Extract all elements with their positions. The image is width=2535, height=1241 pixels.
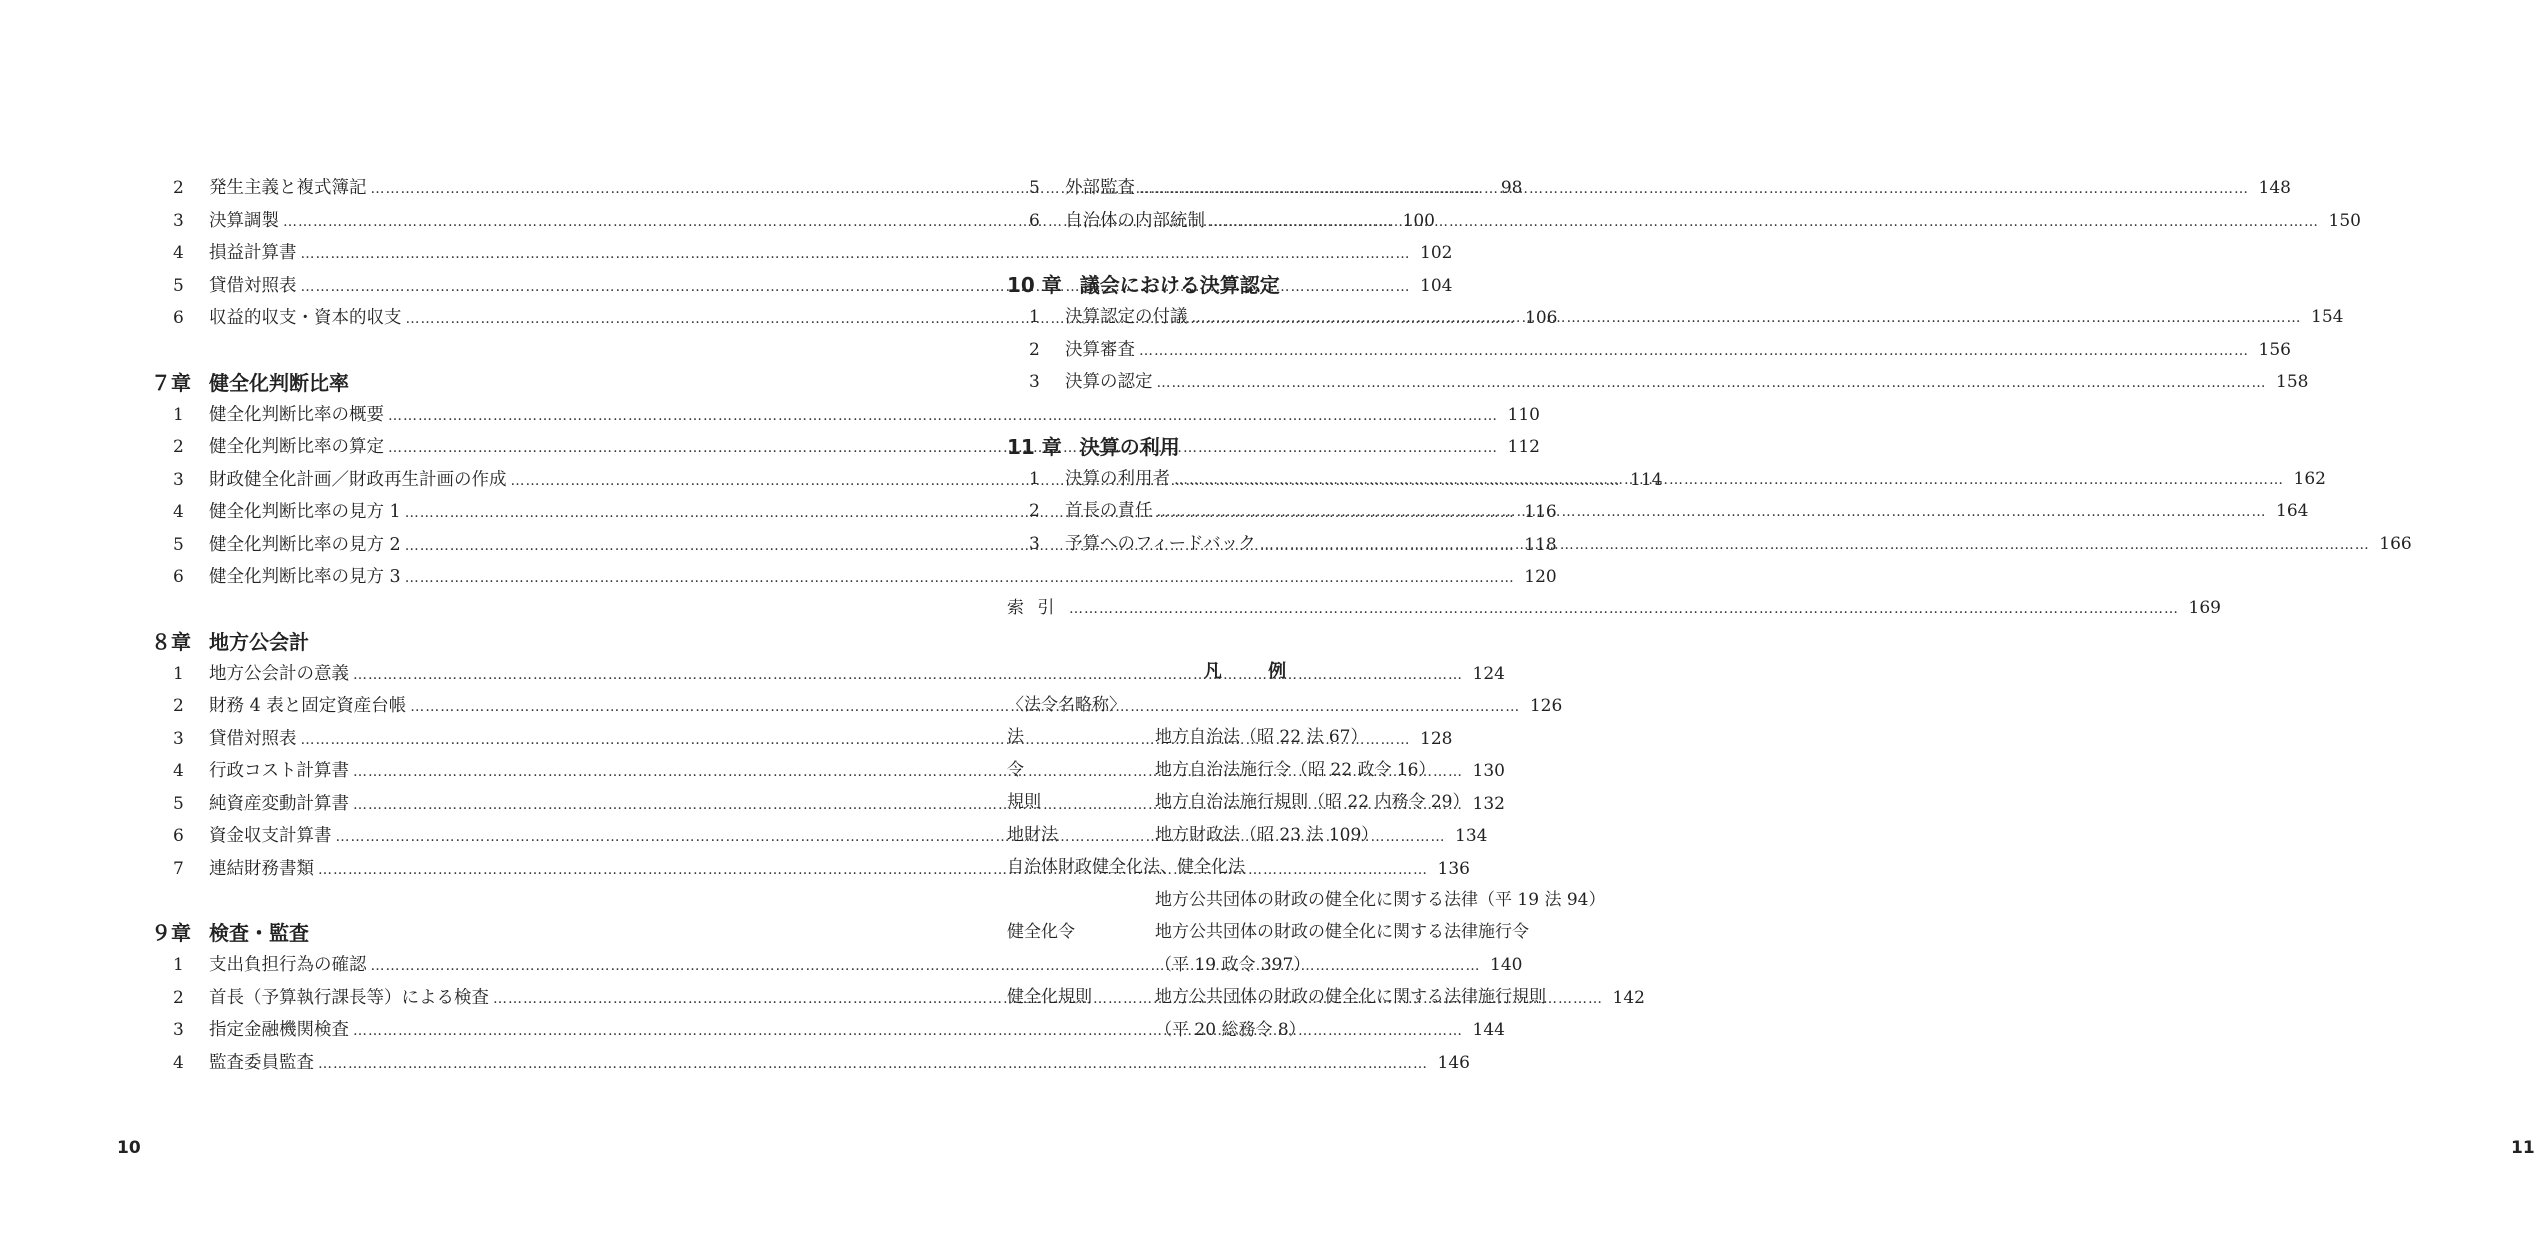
entry-title: 連結財務書類 (209, 858, 314, 879)
entry-number: 5 (173, 534, 184, 555)
entry-number: 1 (173, 955, 184, 975)
entry-number: 3 (173, 728, 184, 749)
entry-title: 健全化判断比率の概要 (209, 404, 384, 425)
legend-abbreviation: 令 (1007, 759, 1024, 780)
entry-number: 4 (173, 761, 184, 781)
chapter-heading-9 (151, 917, 756, 949)
entry-title: 純資産変動計算書 (209, 793, 349, 814)
toc-entry-index[interactable] (1007, 592, 2221, 625)
chapter-title: 検査・監査 (209, 921, 309, 945)
chapter-title: 健全化判断比率 (209, 370, 349, 395)
entry-title: 指定金融機関検査 (209, 1020, 349, 1040)
chapter-heading-8 (151, 626, 756, 658)
entry-title: 決算の利用者 (1065, 468, 1170, 489)
entry-number: 5 (173, 275, 184, 296)
entry-title: 資金収支計算書 (209, 826, 332, 846)
legend-full-name: 地方公共団体の財政の健全化に関する法律施行令 (1155, 922, 1529, 942)
legend-full-name: （平 20 総務令 8） (1155, 1019, 1306, 1040)
legend-row (1007, 786, 1503, 819)
entry-number: 3 (1029, 533, 1040, 554)
legend-full-name: 地方公共団体の財政の健全化に関する法律（平 19 法 94） (1155, 889, 1606, 910)
entry-title: 外部監査 (1065, 178, 1135, 198)
entry-page: 118 (1524, 534, 1557, 555)
legend-abbreviation (1007, 949, 1155, 982)
entry-page: 132 (1472, 793, 1505, 814)
legend-abbreviation: 法 (1007, 727, 1024, 747)
entry-number: 6 (173, 567, 184, 587)
toc-entry[interactable] (1007, 205, 2361, 238)
entry-number: 2 (1029, 339, 1040, 360)
entry-title: 貸借対照表 (209, 728, 297, 749)
entry-page: 148 (2258, 178, 2291, 198)
entry-page: 124 (1472, 663, 1505, 684)
entry-title: 首長の責任 (1065, 501, 1153, 521)
leader-dots (1192, 302, 2302, 335)
index-label: 索 引 (1007, 598, 1059, 618)
legend-abbreviation (1007, 884, 1155, 917)
chapter-number: ７章 (151, 370, 191, 395)
legend-row (1007, 981, 1546, 1014)
entry-page: 130 (1472, 761, 1505, 781)
legend-full-name: 地方自治法施行令（昭 22 政令 16） (1155, 759, 1436, 780)
toc-entry[interactable] (151, 561, 1557, 594)
entry-number: 6 (173, 826, 184, 846)
entry-number: 2 (173, 437, 184, 457)
entry-number: 2 (173, 987, 184, 1008)
entry-title: 健全化判断比率の見方 1 (209, 502, 401, 522)
toc-entry[interactable] (151, 399, 1540, 432)
entry-title: 自治体の内部統制 (1065, 210, 1205, 231)
legend-row (1007, 721, 1503, 754)
entry-page: 158 (2276, 372, 2309, 392)
toc-entry[interactable] (151, 1047, 1470, 1080)
entry-title: 監査委員監査 (209, 1052, 314, 1073)
entry-page: 142 (1612, 987, 1645, 1008)
toc-entry[interactable] (151, 237, 1453, 270)
entry-number: 4 (173, 502, 184, 522)
entry-number: 3 (173, 210, 184, 231)
entry-page: 128 (1420, 728, 1453, 749)
entry-title: 貸借対照表 (209, 275, 297, 296)
entry-page: 104 (1420, 275, 1453, 296)
entry-page: 166 (2379, 533, 2412, 554)
leader-dots (1174, 464, 2284, 497)
legend-row (1007, 851, 1503, 884)
toc-entry[interactable] (1007, 366, 2309, 399)
entry-number: 1 (173, 404, 184, 425)
entry-title: 地方公会計の意義 (209, 663, 349, 684)
right-page (877, 0, 2535, 1241)
entry-title: 予算へのフィードバック (1065, 533, 1256, 554)
entry-number: 3 (173, 1020, 184, 1040)
entry-page: 116 (1524, 502, 1557, 522)
page-number: 11 (2511, 1138, 2535, 1158)
legend-title: 凡 例 (1203, 660, 1307, 682)
legend-subtitle: 〈法令名略称〉 (1007, 694, 1126, 715)
entry-page: 162 (2293, 468, 2326, 489)
entry-title: 健全化判断比率の算定 (209, 437, 384, 457)
legend-abbreviation: 健全化令 (1007, 922, 1075, 942)
entry-page: 114 (1630, 469, 1663, 490)
chapter-number: ９章 (151, 921, 191, 945)
entry-page: 144 (1472, 1020, 1505, 1040)
entry-page: 100 (1402, 210, 1435, 231)
legend-row (1007, 884, 1606, 917)
entry-page: 106 (1525, 308, 1558, 328)
entry-title: 支出負担行為の確認 (209, 955, 367, 975)
entry-page: 102 (1420, 243, 1453, 263)
entry-number: 2 (1029, 501, 1040, 521)
leader-dots (1139, 173, 2249, 206)
legend-full-name: 地方自治法（昭 22 法 67） (1155, 727, 1368, 747)
leader-dots (1260, 529, 2370, 562)
chapter-title: 議会における決算認定 (1079, 273, 1280, 297)
entry-page: 126 (1529, 696, 1563, 716)
legend-full-name: 地方財政法（昭 23 法 109） (1155, 824, 1379, 845)
entry-title: 財政健全化計画／財政再生計画の作成 (209, 469, 507, 490)
entry-number: 5 (173, 793, 184, 814)
legend-abbreviation: 自治体財政健全化法、健全化法 (1007, 857, 1245, 877)
entry-number: 3 (1029, 372, 1040, 392)
page-number: 10 (117, 1138, 141, 1158)
legend-abbreviation (1007, 1014, 1155, 1047)
chapter-heading-7 (151, 367, 756, 399)
entry-number: 6 (173, 308, 184, 328)
entry-number: 7 (173, 858, 184, 879)
chapter-heading-11 (1007, 431, 1503, 463)
entry-title: 決算調製 (209, 210, 279, 231)
entry-number: 5 (1029, 178, 1040, 198)
entry-page: 154 (2311, 307, 2344, 327)
chapter-number: 11 章 (1007, 434, 1062, 459)
leader-dots (1157, 496, 2267, 529)
legend-row (1007, 819, 1503, 852)
entry-title: 発生主義と複式簿記 (209, 178, 367, 198)
leader-dots (1157, 367, 2267, 400)
legend-row (1007, 949, 1503, 982)
entry-page: 98 (1500, 178, 1523, 198)
entry-page: 136 (1437, 858, 1470, 879)
legend-abbreviation: 規則 (1007, 792, 1041, 812)
legend-abbreviation: 地財法 (1007, 824, 1058, 845)
entry-page: 150 (2328, 210, 2361, 231)
entry-number: 2 (173, 696, 184, 716)
chapter-number: 10 章 (1007, 273, 1062, 297)
leader-dots (1069, 593, 2179, 626)
chapter-title: 地方公会計 (209, 629, 309, 654)
leader-dots (1209, 206, 2319, 239)
entry-page: 134 (1455, 826, 1488, 846)
entry-number: 4 (173, 1052, 184, 1073)
entry-number: 3 (173, 469, 184, 490)
entry-page: 112 (1507, 437, 1540, 457)
legend-abbreviation: 健全化規則 (1007, 987, 1092, 1007)
entry-title: 損益計算書 (209, 243, 297, 263)
legend-row (1007, 1014, 1503, 1047)
legend-full-name: （平 19 政令 397） (1155, 954, 1311, 975)
legend-row (1007, 754, 1503, 787)
entry-number: 6 (1029, 210, 1040, 231)
entry-number: 4 (173, 243, 184, 263)
entry-title: 決算認定の付議 (1065, 307, 1188, 327)
entry-page: 146 (1437, 1052, 1470, 1073)
entry-page: 110 (1507, 404, 1540, 425)
entry-page: 156 (2258, 339, 2291, 360)
entry-number: 1 (173, 663, 184, 684)
entry-number: 2 (173, 178, 184, 198)
entry-page: 120 (1524, 567, 1557, 587)
chapter-number: ８章 (151, 629, 191, 654)
entry-title: 首長（予算執行課長等）による検査 (209, 987, 489, 1008)
legend-row (1007, 916, 1529, 949)
chapter-heading-10 (1007, 269, 1503, 301)
entry-number: 1 (1029, 468, 1040, 489)
chapter-title: 決算の利用 (1079, 434, 1180, 459)
toc-entry[interactable] (1007, 334, 2291, 367)
entry-title: 行政コスト計算書 (209, 761, 349, 781)
leader-dots (1139, 335, 2249, 368)
entry-title: 健全化判断比率の見方 2 (209, 534, 401, 555)
entry-title: 財務 4 表と固定資産台帳 (209, 696, 407, 716)
entry-page: 164 (2276, 501, 2309, 521)
entry-title: 決算の認定 (1065, 372, 1153, 392)
entry-number: 1 (1029, 307, 1040, 327)
entry-page: 169 (2188, 598, 2221, 618)
legend-full-name: 地方自治法施行規則（昭 22 内務令 29） (1155, 792, 1470, 812)
legend-full-name: 地方公共団体の財政の健全化に関する法律施行規則 (1155, 987, 1546, 1007)
entry-title: 決算審査 (1065, 339, 1135, 360)
entry-title: 収益的収支・資本的収支 (209, 308, 402, 328)
entry-page: 140 (1490, 955, 1523, 975)
entry-title: 健全化判断比率の見方 3 (209, 567, 401, 587)
